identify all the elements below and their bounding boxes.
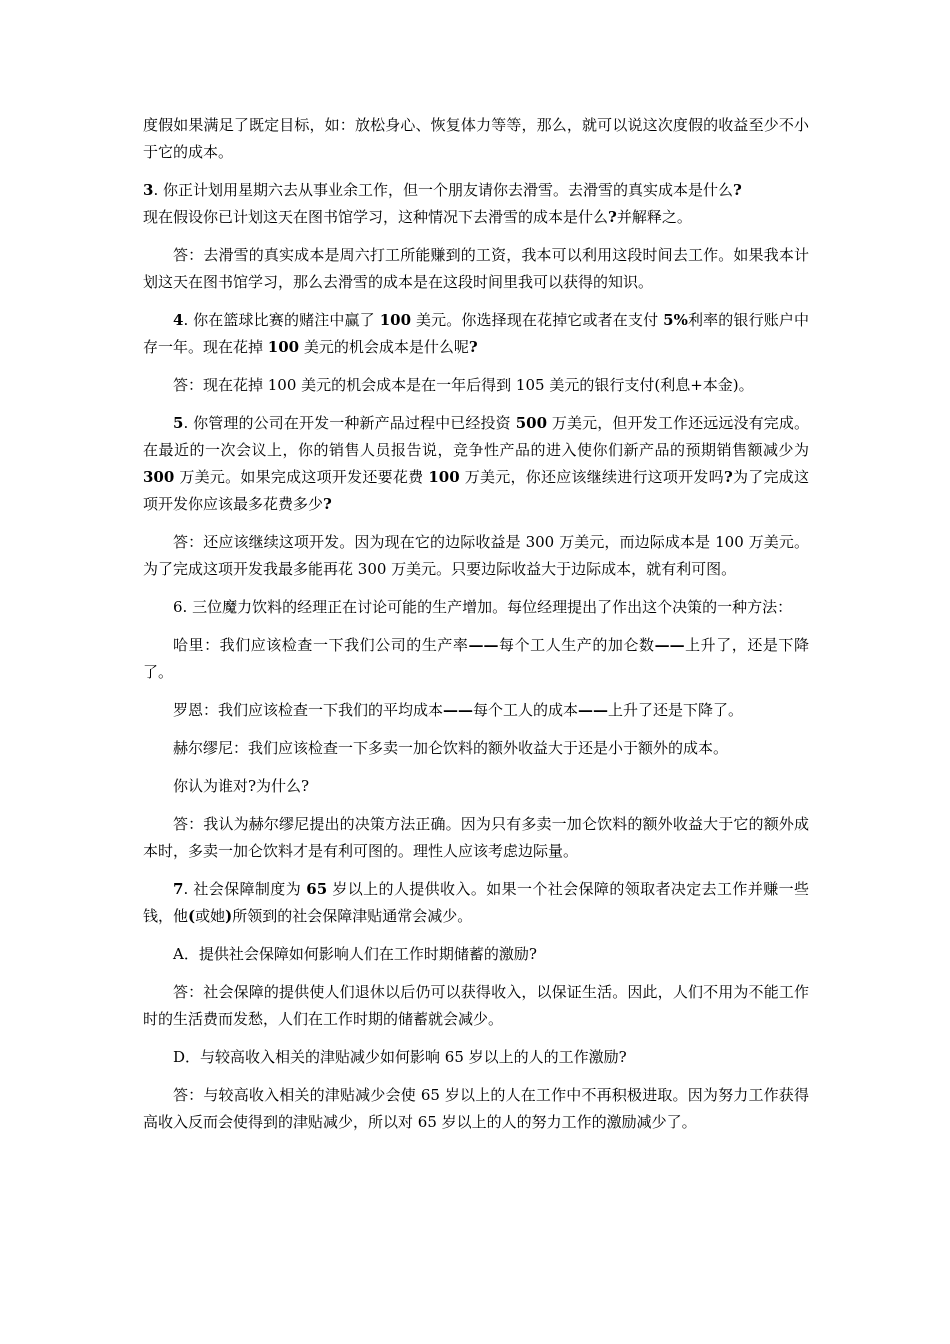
- question-number: 5: [173, 414, 184, 432]
- question-number: 4: [173, 311, 184, 329]
- answer-7d: 答：与较高收入相关的津贴减少会使 65 岁以上的人在工作中不再积极进取。因为努力工作获得高收入反而会使得到的津贴减少，所以对 65 岁以上的人的努力工作的激励减少了。: [143, 1086, 809, 1131]
- answer-6: 答：我认为赫尔缪尼提出的决策方法正确。因为只有多卖一加仑饮料的额外收益大于它的额外成本时，多卖一加仑饮料才是有利可图的。理性人应该考虑边际量。: [143, 815, 809, 860]
- answer-5: 答：还应该继续这项开发。因为现在它的边际收益是 300 万美元，而边际成本是 100 万美元。为了完成这项开发我最多能再花 300 万美元。只要边际收益大于边际成本，就有利可图。: [143, 533, 809, 578]
- question-7a: A．提供社会保障如何影响人们在工作时期储蓄的激励?: [173, 945, 537, 963]
- document-body: [143, 112, 809, 1136]
- manager-hermione: 赫尔缪尼：我们应该检查一下多卖一加仑饮料的额外收益大于还是小于额外的成本。: [173, 739, 729, 757]
- question-6: 6. 三位魔力饮料的经理正在讨论可能的生产增加。每位经理提出了作出这个决策的一种方法：: [173, 598, 793, 616]
- question-5: 5. 你管理的公司在开发一种新产品过程中已经投资 500 万美元，但开发工作还远远没有完成。在最近的一次会议上，你的销售人员报告说，竞争性产品的进入使你们新产品的预期销售额减少为 300 万美元。如果完成这项开发还要花费 100 万美元，你还应该继续进行这项开发吗?为了完成这项开发你应该最多花费多少?: [143, 414, 809, 513]
- manager-ron: 罗恩：我们应该检查一下我们的平均成本——每个工人的成本——上升了还是下降了。: [173, 701, 744, 719]
- paragraph-vacation-cost: 度假如果满足了既定目标，如：放松身心、恢复体力等等，那么，就可以说这次度假的收益至少不小于它的成本。: [143, 116, 809, 161]
- manager-harry: 哈里：我们应该检查一下我们公司的生产率——每个工人生产的加仑数——上升了，还是下降了。: [143, 636, 809, 681]
- question-7d: D．与较高收入相关的津贴减少如何影响 65 岁以上的人的工作激励?: [173, 1048, 627, 1066]
- question-4: 4. 你在篮球比赛的赌注中赢了 100 美元。你选择现在花掉它或者在支付 5%利率的银行账户中存一年。现在花掉 100 美元的机会成本是什么呢?: [143, 311, 809, 356]
- answer-4: 答：现在花掉 100 美元的机会成本是在一年后得到 105 美元的银行支付(利息+本金)。: [173, 376, 754, 394]
- question-number: 3: [143, 181, 154, 199]
- question-3: 3. 你正计划用星期六去从事业余工作，但一个朋友请你去滑雪。去滑雪的真实成本是什么? 现在假设你已计划这天在图书馆学习，这种情况下去滑雪的成本是什么?并解释之。: [143, 181, 742, 226]
- question-number: 7: [173, 880, 184, 898]
- answer-7a: 答：社会保障的提供使人们退休以后仍可以获得收入，以保证生活。因此，人们不用为不能工作时的生活费而发愁，人们在工作时期的储蓄就会减少。: [143, 983, 809, 1028]
- question-who-is-right: 你认为谁对?为什么?: [173, 777, 310, 795]
- question-7: 7. 社会保障制度为 65 岁以上的人提供收入。如果一个社会保障的领取者决定去工作并赚一些钱，他(或她)所领到的社会保障津贴通常会减少。: [143, 880, 809, 925]
- answer-3: 答：去滑雪的真实成本是周六打工所能赚到的工资，我本可以利用这段时间去工作。如果我本计划这天在图书馆学习，那么去滑雪的成本是在这段时间里我可以获得的知识。: [143, 246, 809, 291]
